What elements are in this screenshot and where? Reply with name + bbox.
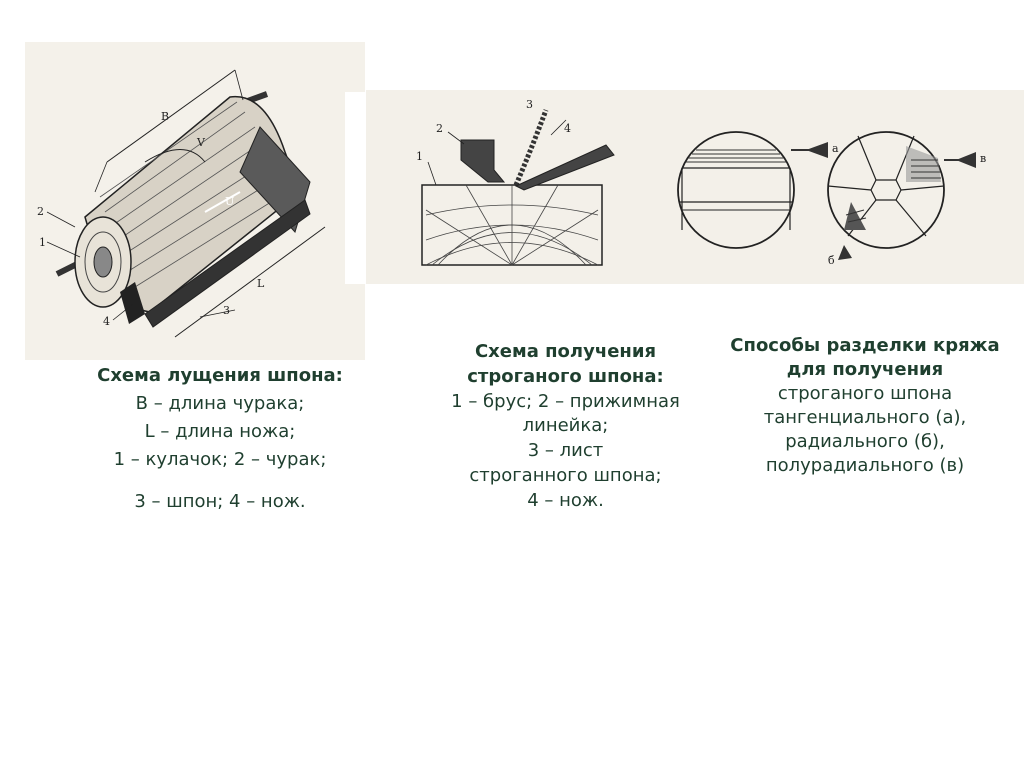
label-3: 3	[223, 304, 230, 317]
caption-slicing-title1: Схема получения	[474, 341, 657, 362]
slicing-scheme-drawing	[366, 90, 1024, 284]
caption-peeling-line3: 1 – кулачок; 2 – чурак;	[113, 448, 327, 470]
peeling-scheme-drawing	[25, 42, 365, 360]
caption-methods-title1: Способы разделки кряжа	[730, 335, 1000, 356]
cutting-label-v: в	[980, 152, 987, 165]
caption-slicing-line4: строганного шпона;	[469, 465, 662, 487]
cutting-radial-circle	[828, 132, 986, 267]
caption-methods-line3: радиального (б),	[785, 430, 945, 452]
caption-peeling	[30, 362, 410, 515]
cutting-tangential-circle	[678, 132, 839, 248]
caption-slicing-line3: 3 – лист	[527, 440, 604, 462]
caption-methods	[700, 334, 1024, 478]
caption-slicing	[408, 340, 723, 514]
caption-peeling-line4: 3 – шпон; 4 – нож.	[134, 490, 306, 512]
slicing-label-2: 2	[436, 122, 443, 135]
label-u: U	[225, 195, 235, 208]
slicing-scheme-figure	[366, 90, 1024, 284]
caption-peeling-line1: В – длина чурака;	[135, 392, 305, 414]
caption-methods-title2: для получения	[786, 358, 944, 380]
label-1: 1	[39, 236, 46, 249]
slicing-label-1: 1	[416, 150, 423, 163]
peeling-scheme-figure	[25, 42, 365, 360]
label-2: 2	[37, 205, 44, 218]
slicing-label-4: 4	[564, 122, 571, 135]
slicing-label-3: 3	[526, 98, 533, 111]
caption-peeling-line2: L – длина ножа;	[144, 420, 296, 442]
label-b: B	[161, 110, 170, 123]
caption-peeling-title: Схема лущения шпона:	[97, 365, 343, 386]
cam-chuck	[94, 247, 112, 277]
caption-slicing-line2: линейка;	[522, 415, 609, 437]
pressure-bar	[461, 140, 504, 182]
caption-methods-line4: полурадиального (в)	[765, 454, 965, 476]
caption-slicing-title2: строганого шпона:	[467, 365, 664, 387]
caption-methods-line1: строганого шпона	[777, 382, 953, 404]
caption-methods-line2: тангенциального (а),	[763, 406, 967, 428]
sliced-veneer-sheet	[516, 110, 546, 185]
cutting-label-b: б	[828, 254, 835, 267]
label-l: L	[257, 277, 265, 290]
caption-slicing-line1: 1 – брус; 2 – прижимная	[451, 390, 680, 412]
label-v: V	[197, 136, 205, 149]
caption-slicing-line5: 4 – нож.	[527, 489, 604, 511]
label-4: 4	[103, 315, 110, 328]
figure-gap	[345, 92, 367, 284]
cutting-label-a: а	[832, 142, 839, 155]
